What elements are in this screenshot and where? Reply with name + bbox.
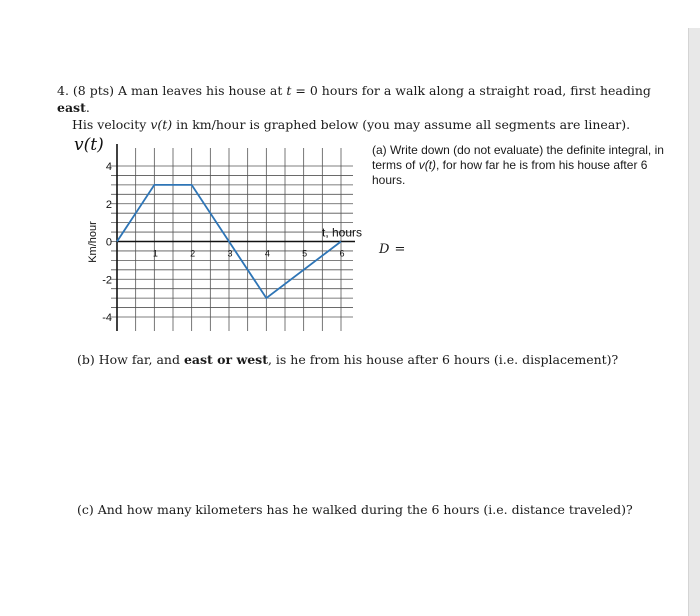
part-c-prompt: (c) And how many kilometers has he walked during the 6 hours (i.e. distance traveled)?	[77, 502, 633, 517]
y-tick-label: 2	[105, 198, 112, 211]
x-axis-label: t, hours	[322, 225, 363, 240]
equals-sign: =	[394, 242, 406, 257]
x-tick-label: 1	[152, 248, 158, 259]
question-number: 4.	[57, 83, 69, 98]
y-tick-label: 4	[105, 161, 112, 173]
east-keyword: east	[57, 100, 86, 115]
question-line-2: His velocity v(t) in km/hour is graphed below (you may assume all segments are linear).	[72, 117, 631, 132]
part-a-prompt: (a) Write down (do not evaluate) the definite integral, in terms of v(t), for how far he is from his house after 6 hours.	[372, 143, 664, 187]
x-tick-label: 6	[339, 248, 345, 259]
d-equation	[379, 242, 405, 257]
y-tick-label: -4	[102, 312, 112, 324]
x-tick-label: 2	[190, 248, 196, 259]
x-tick-label: 4	[264, 248, 270, 259]
x-tick-label: 3	[227, 248, 233, 259]
y-tick-label: -2	[102, 274, 112, 287]
part-b-prompt: (b) How far, and east or west, is he from his house after 6 hours (i.e. displacement)?	[77, 352, 619, 367]
east-or-west-keyword: east or west	[183, 352, 268, 367]
question-points: (8 pts)	[72, 83, 115, 98]
chart-title: v(t)	[74, 135, 104, 155]
y-axis-label: Km/hour	[87, 221, 99, 263]
x-tick-label: 5	[302, 248, 308, 259]
question-header: 4. (8 pts) A man leaves his house at t = 0 hours for a walk along a straight road, first heading east. His velocity v(t) in km/hour is graphed below (you may assume all segments are linear).	[57, 82, 657, 133]
d-label: D	[379, 242, 390, 257]
y-tick-label: 0	[105, 236, 112, 249]
